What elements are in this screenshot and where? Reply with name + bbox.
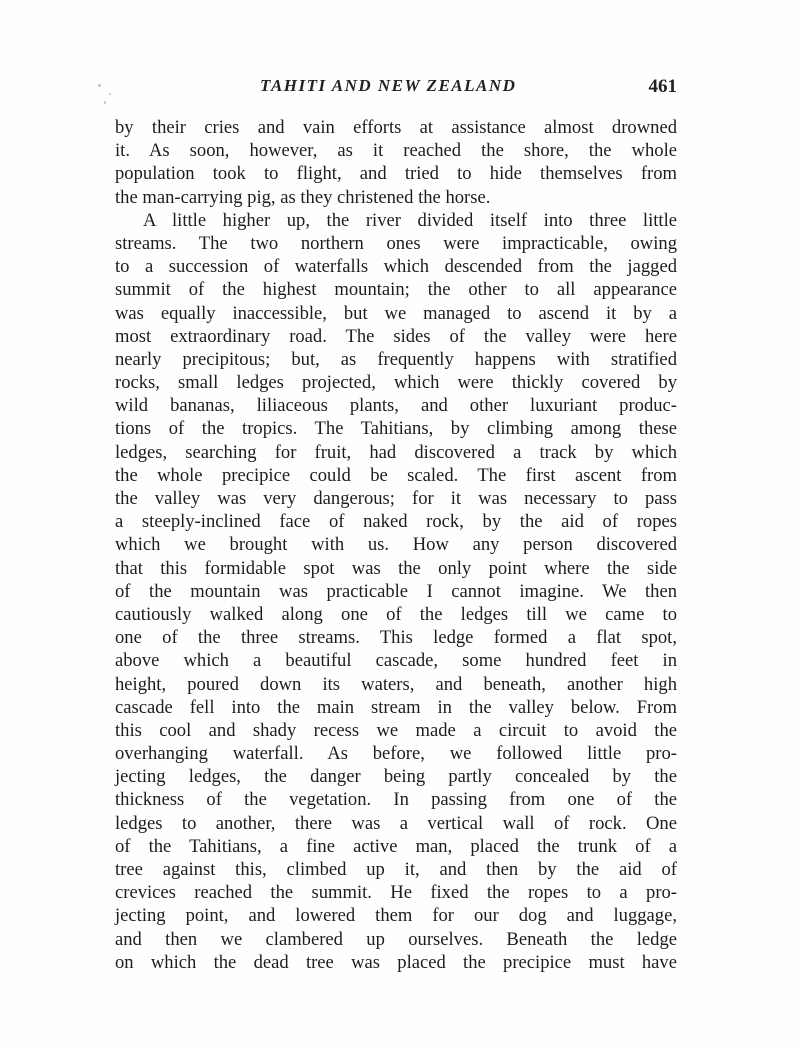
text-line: streams. The two northern ones were impracticable, owing — [115, 232, 677, 254]
page-speck — [104, 101, 106, 104]
text-line: one of the three streams. This ledge formed a flat spot, — [115, 627, 677, 649]
text-line: this cool and shady recess we made a circuit to avoid the — [115, 719, 677, 741]
text-line: that this formidable spot was the only point where the side — [115, 557, 677, 579]
text-line: which we brought with us. How any person discovered — [115, 534, 677, 556]
body-text — [115, 116, 677, 974]
text-line: ledges to another, there was a vertical wall of rock. One — [115, 812, 677, 834]
page-speck — [98, 84, 101, 87]
text-line: on which the dead tree was placed the precipice must have — [115, 951, 677, 973]
text-line: A little higher up, the river divided itself into three little — [143, 209, 677, 231]
text-line: thickness of the vegetation. In passing from one of the — [115, 789, 677, 811]
text-line: of the mountain was practicable I cannot imagine. We then — [115, 580, 677, 602]
text-line: by their cries and vain efforts at assistance almost drowned — [115, 117, 677, 138]
page-speck — [109, 93, 111, 95]
text-line: was equally inaccessible, but we managed to ascend it by a — [115, 302, 677, 324]
running-title: TAHITI AND NEW ZEALAND — [260, 76, 517, 95]
text-line: the whole precipice could be scaled. The first ascent from — [115, 464, 677, 486]
text-line: population took to flight, and tried to hide themselves from — [115, 163, 677, 185]
text-line: tions of the tropics. The Tahitians, by climbing among these — [115, 418, 677, 440]
text-line: of the Tahitians, a fine active man, placed the trunk of a — [115, 835, 677, 857]
text-line: summit of the highest mountain; the other to all appearance — [115, 279, 677, 301]
text-line: and then we clambered up ourselves. Beneath the ledge — [115, 928, 677, 950]
text-line: the man-carrying pig, as they christened the horse. — [115, 186, 491, 208]
text-line: ledges, searching for fruit, had discovered a track by which — [115, 441, 677, 463]
text-line: jecting point, and lowered them for our dog and luggage, — [115, 905, 677, 927]
text-line: height, poured down its waters, and beneath, another high — [115, 673, 677, 695]
text-line: a steeply-inclined face of naked rock, by the aid of ropes — [115, 511, 677, 533]
page-header — [115, 76, 677, 104]
text-line: tree against this, climbed up it, and then by the aid of — [115, 859, 677, 880]
text-line: it. As soon, however, as it reached the shore, the whole — [115, 140, 677, 162]
text-line: nearly precipitous; but, as frequently happens with stratified — [115, 348, 677, 370]
text-line: above which a beautiful cascade, some hundred feet in — [115, 650, 677, 672]
text-line: overhanging waterfall. As before, we followed little pro- — [115, 743, 677, 765]
text-line: cascade fell into the main stream in the valley below. From — [115, 696, 677, 718]
text-line: rocks, small ledges projected, which were thickly covered by — [115, 372, 677, 394]
text-line: to a succession of waterfalls which descended from the jagged — [115, 256, 677, 278]
text-line: crevices reached the summit. He fixed the ropes to a pro- — [115, 882, 677, 904]
page-number: 461 — [648, 76, 677, 97]
text-line: cautiously walked along one of the ledges till we came to — [115, 603, 677, 625]
text-line: wild bananas, liliaceous plants, and other luxuriant produc- — [115, 395, 677, 417]
text-line: most extraordinary road. The sides of the valley were here — [115, 325, 677, 347]
text-line: the valley was very dangerous; for it was necessary to pass — [115, 488, 677, 509]
text-line: jecting ledges, the danger being partly concealed by the — [115, 766, 677, 788]
